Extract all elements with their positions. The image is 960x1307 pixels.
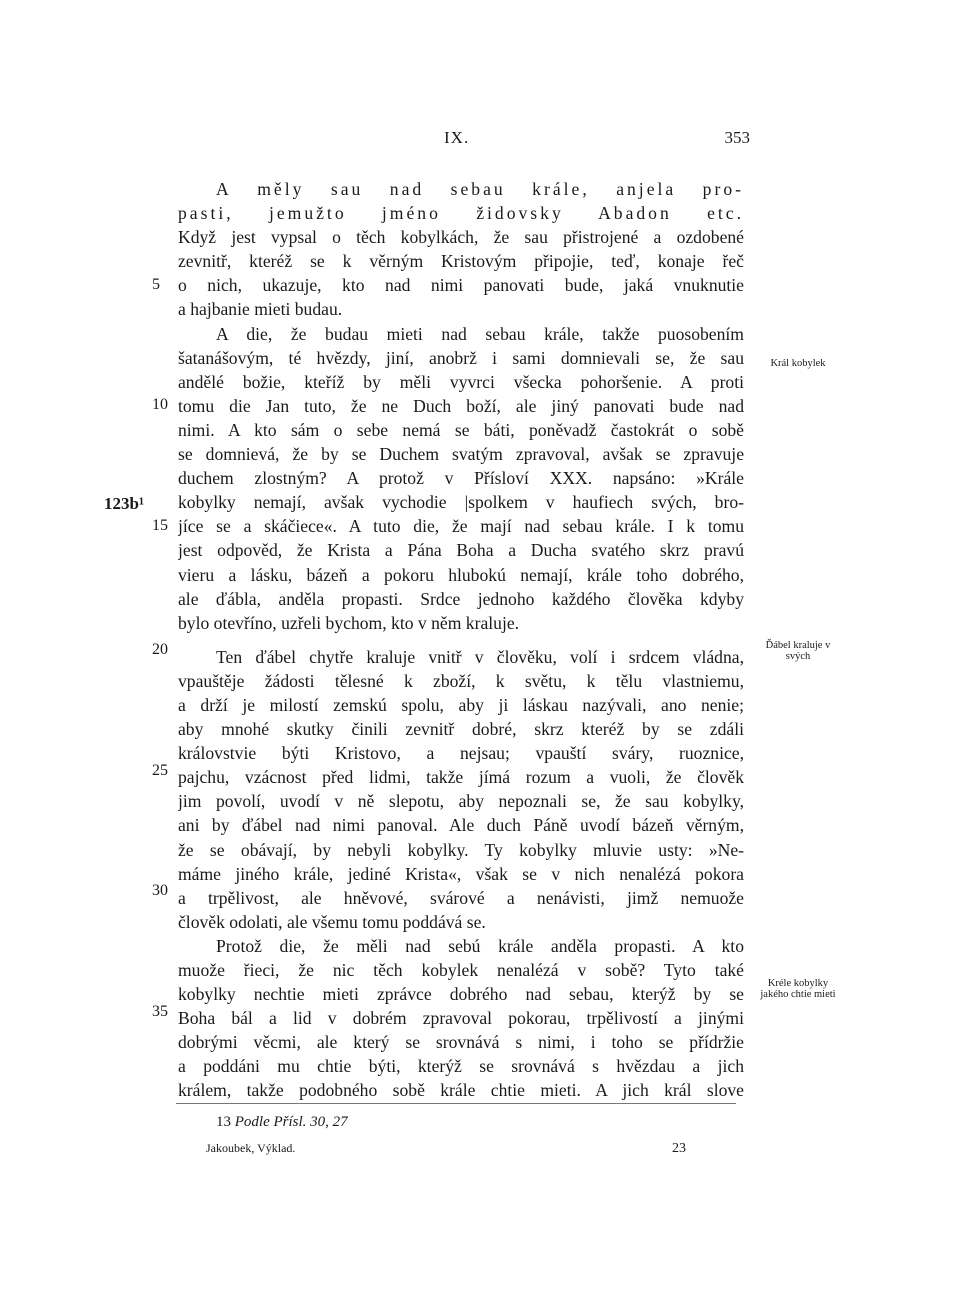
text-line: bylo otevříno, uzřeli bychom, kto v něm kraluje. xyxy=(178,612,520,633)
text-line: nimi. A kto sám o sebe nemá se báti, poněvadž častokrát o sobě xyxy=(178,419,744,440)
text-line: a hajbanie mieti budau. xyxy=(178,299,343,320)
text-line: A měly sau nad sebau krále, anjela pro- xyxy=(216,179,744,199)
folio-mark: 123b¹ xyxy=(104,494,145,513)
text-line: jíce se a skáčiece«. A tuto die, že mají nad sebau krále. I k tomu xyxy=(178,516,744,537)
text-line: jest odpověd, že Krista a Pána Boha a Ducha svatého skrz pravú xyxy=(178,540,744,561)
text-line: Když jest vypsal o těch kobylkách, že sau přistrojené a ozdobené xyxy=(178,227,744,248)
text-line: muože řieci, že nic těch kobylek nenalézá v sobě? Tyto také xyxy=(178,960,744,980)
footnote-rule xyxy=(176,1103,736,1104)
text-line: Boha bál a lid v dobrém zpravoval pokorau, trpělivostí a jinými xyxy=(178,1008,744,1029)
text-line: Protož die, že měli nad sebú krále anděla propasti. A kto xyxy=(216,935,744,956)
text-line: aby mnohé skutky činili zevnitř dobré, skrz kteréž by se zdáli xyxy=(178,719,744,740)
footnote xyxy=(216,1114,348,1131)
text-line: ale ďábla, anděla propasti. Srdce jednoho každého člověka kdyby xyxy=(178,588,744,609)
text-line: dobrými věcmi, ale který se srovnává s nimi, i toho se přídržie xyxy=(178,1032,744,1053)
line-number: 35 xyxy=(152,1003,168,1020)
text-line: královstvie býti Kristovo, a nejsau; vpauští sváry, ruoznice, xyxy=(178,743,744,764)
line-number: 25 xyxy=(152,762,168,779)
text-line: o nich, ukazuje, kto nad nimi panovati bude, jaká vnuknutie xyxy=(178,275,744,296)
text-line: pasti, jemužto jméno židovsky Abadon etc. xyxy=(178,203,744,224)
text-line: pajchu, vzácnost před lidmi, takže jímá rozum a vuoli, že člověk xyxy=(178,767,744,788)
text-line: a trpělivost, ale hněvové, svárové a nenávisti, jimž nemuože xyxy=(178,887,744,908)
margin-note: Král kobylek xyxy=(770,358,826,369)
text-line: že se obávají, by nebyli kobylky. Ty kobylky mluvie usty: »Ne- xyxy=(178,839,744,860)
text-line: se domnievá, že by se Duchem svatým zpravoval, avšak se zpravuje xyxy=(178,444,744,465)
paragraph-4 xyxy=(178,934,744,1103)
margin-note: Kréle kobylky jakého chtie mieti xyxy=(760,978,836,1000)
text-line: duchem zlostným? A protož v Přísloví XXX. napsáno: »Krále xyxy=(178,468,744,489)
page-number: 353 xyxy=(724,128,750,147)
text-line: vpauštěje žádosti tělesné k zboží, k světu, k tělu vlastniemu, xyxy=(178,670,744,691)
text-line: jim povolí, uvodí v ně slepotu, aby nepoznali se, že sau kobylky, xyxy=(178,791,744,812)
text-line: kobylky nemají, avšak vychodie |spolkem v haufiech svých, bro- xyxy=(178,492,744,513)
text-line: vieru a lásku, bázeň a pokoru hlubokú nemají, krále toho dobrého, xyxy=(178,564,744,585)
paragraph-2 xyxy=(178,322,744,635)
paragraph-3 xyxy=(178,645,744,934)
text-line: A die, že budau mieti nad sebau krále, takže puosobením xyxy=(216,323,744,344)
text-line: zevnitř, kteréž se k věrným Kristovým připojie, teď, konaje řeč xyxy=(178,251,744,272)
margin-note: Ďábel kraluje v svých xyxy=(765,640,831,662)
text-line: ani by ďábel nad nimi panoval. Ale duch Páně uvodí bázeň věrným, xyxy=(178,815,744,836)
line-number: 5 xyxy=(152,276,160,293)
text-line: a poddáni mu chtie býti, kterýž se srovnává s hvězdau a jich xyxy=(178,1056,744,1077)
paragraph-1 xyxy=(178,177,744,322)
line-number: 30 xyxy=(152,882,168,899)
text-line: člověk odolati, ale všemu tomu poddává se. xyxy=(178,911,486,932)
line-number: 20 xyxy=(152,641,168,658)
text-line: máme jiného krále, jediné Krista«, však se v nich nenalézá pokora xyxy=(178,863,744,884)
text-line: a drží je milostí zemskú spolu, aby ji láskau nazývali, ano nenie; xyxy=(178,694,744,715)
line-number: 10 xyxy=(152,396,168,413)
footnote-text: Podle Přísl. 30, 27 xyxy=(234,1114,348,1130)
chapter-number: IX. xyxy=(444,128,470,147)
page-header xyxy=(176,128,750,152)
footnote-number: 13 xyxy=(216,1114,231,1130)
text-line: tomu die Jan tuto, že ne Duch boží, ale jiný panovati bude nad xyxy=(178,395,744,416)
text-line: šatanášovým, té hvězdy, jiní, anobrž i sami domnievali se, že sau xyxy=(178,347,744,368)
text-line: andělé božie, kteříž by měli vyvrci všecka pohoršenie. A proti xyxy=(178,371,744,392)
text-line: Ten ďábel chytře kraluje vnitř v člověku, volí i srdcem vládna, xyxy=(216,646,744,667)
signature-number: 23 xyxy=(672,1141,686,1156)
text-line: králem, takže podobného sobě krále chtie mieti. A jich král slove xyxy=(178,1080,744,1101)
line-number: 15 xyxy=(152,517,168,534)
signature-title: Jakoubek, Výklad. xyxy=(206,1141,296,1155)
text-line: kobylky nechtie mieti zprávce dobrého nad sebau, kterýž by se xyxy=(178,984,744,1005)
body-text xyxy=(178,177,744,1103)
